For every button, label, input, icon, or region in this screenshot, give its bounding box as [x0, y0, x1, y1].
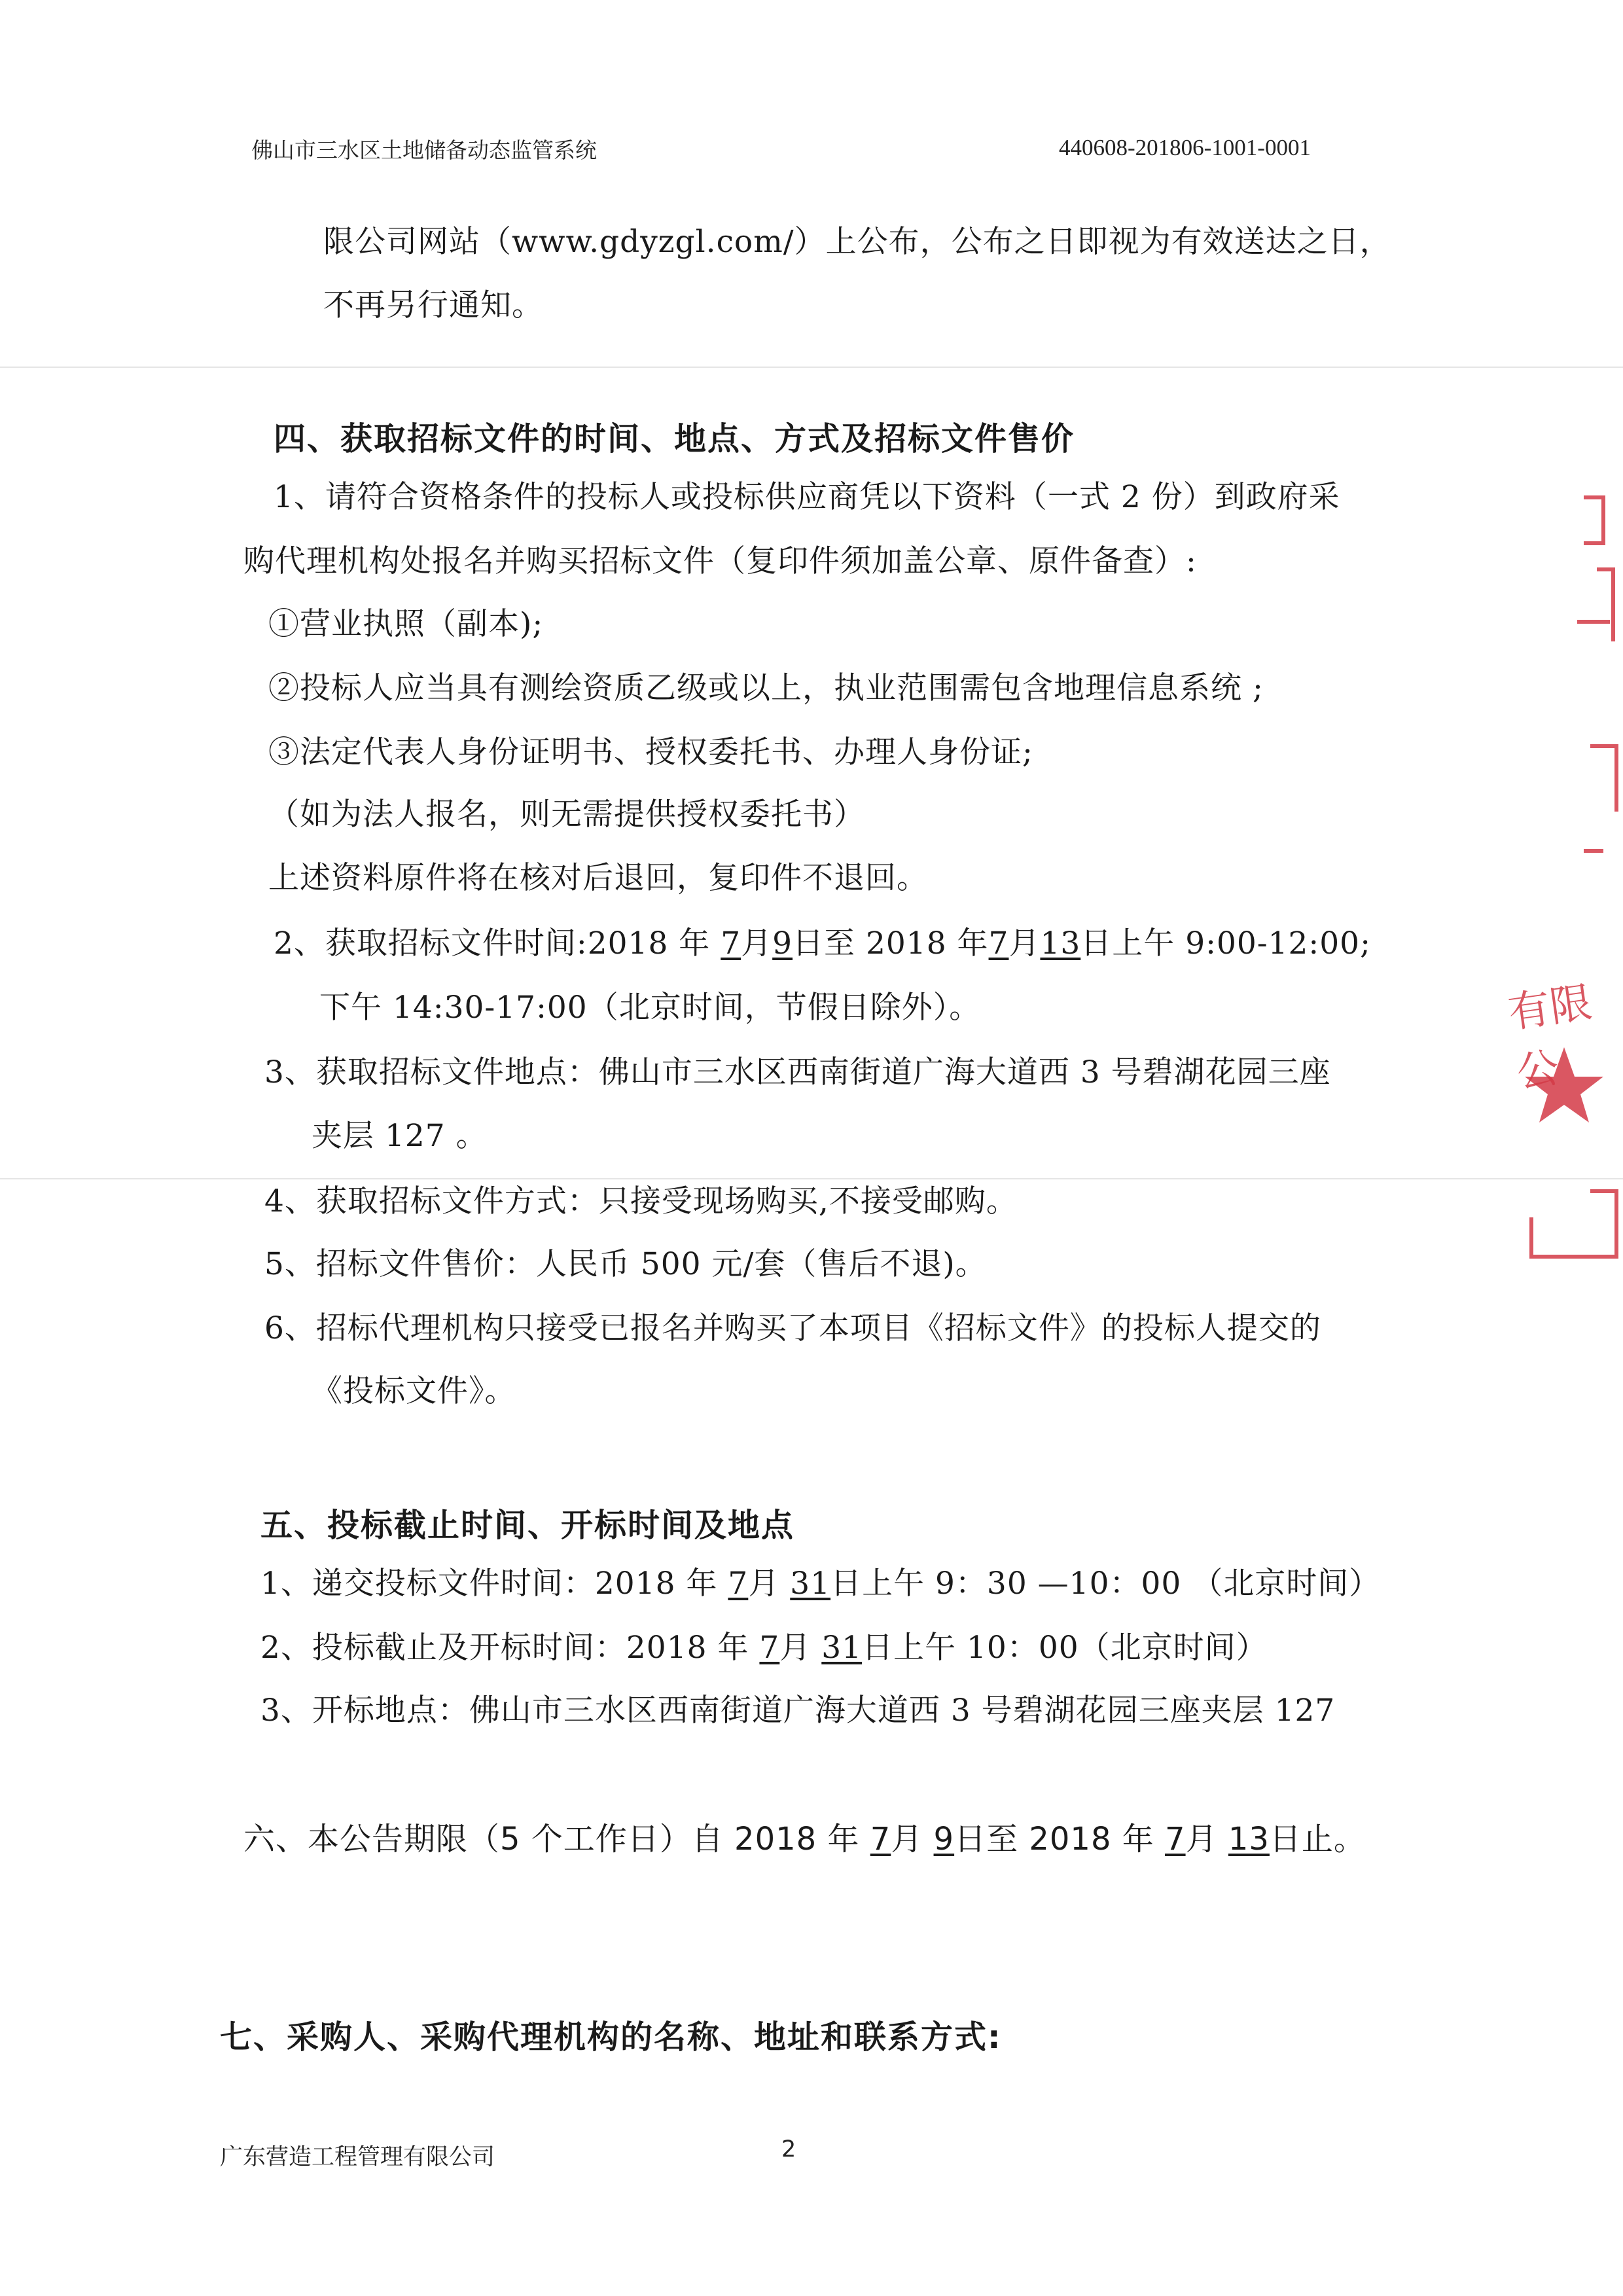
section4-item2-text-b: 月: [741, 925, 773, 961]
section5-item2-text-a: 2、投标截止及开标时间：2018 年: [260, 1630, 760, 1666]
section4-item3-line1: 3、获取招标文件地点：佛山市三水区西南街道广海大道西 3 号碧湖花园三座: [264, 1054, 1331, 1090]
section6-month1: 7: [870, 1821, 891, 1857]
section4-item2-line1: [274, 924, 1371, 963]
section4-req1: ①营业执照（副本);: [268, 606, 544, 642]
section6-day1: 9: [933, 1821, 955, 1857]
section5-item2-text-b: 月: [779, 1630, 822, 1666]
header-doc-code: 440608-201806-1001-0001: [1059, 135, 1311, 160]
section7-title: 七、采购人、采购代理机构的名称、地址和联系方式:: [220, 2018, 1002, 2056]
intro-line-2: 不再另行通知。: [323, 287, 543, 323]
section4-return-note: 上述资料原件将在核对后退回，复印件不退回。: [268, 860, 928, 896]
section4-item5: 5、招标文件售价：人民币 500 元/套（售后不退)。: [264, 1246, 987, 1282]
section4-item1-line1: 1、请符合资格条件的投标人或投标供应商凭以下资料（一式 2 份）到政府采: [274, 479, 1340, 515]
seal-text: 有限公: [1505, 978, 1596, 1098]
section4-item2-month2: 7: [988, 925, 1009, 961]
section6-period: [243, 1820, 1366, 1859]
section5-item3: 3、开标地点：佛山市三水区西南街道广海大道西 3 号碧湖花园三座夹层 127: [260, 1693, 1336, 1729]
scan-fold-line-2: [0, 1178, 1623, 1179]
section4-item2-day1: 9: [772, 925, 793, 961]
section5-item1-text-a: 1、递交投标文件时间：2018 年: [260, 1566, 728, 1602]
section4-item2-line2: 下午 14:30-17:00（北京时间，节假日除外）。: [319, 990, 981, 1026]
section6-text-b: 月: [891, 1821, 934, 1857]
section5-item1-text-b: 月: [748, 1566, 791, 1602]
section4-item2-month1: 7: [721, 925, 741, 961]
section6-text-d: 月: [1185, 1821, 1228, 1857]
footer-page-number: 2: [781, 2136, 796, 2162]
header-system-name: 佛山市三水区土地储备动态监管系统: [251, 137, 597, 163]
section6-text-a: 六、本公告期限（5 个工作日）自 2018 年: [243, 1821, 870, 1857]
footer-company: 广东营造工程管理有限公司: [220, 2144, 495, 2170]
section5-item2-day: 31: [821, 1630, 863, 1666]
section4-note: （如为法人报名，则无需提供授权委托书）: [268, 797, 865, 833]
section5-item2-text-c: 日上午 10：00（北京时间）: [862, 1630, 1268, 1666]
section4-item4: 4、获取招标文件方式：只接受现场购买,不接受邮购。: [264, 1183, 1018, 1219]
section4-item2-text-e: 日上午 9:00-12:00;: [1080, 925, 1371, 961]
section6-day2: 13: [1228, 1821, 1270, 1857]
section4-item2-text-d: 月: [1008, 925, 1041, 961]
section5-item1-day: 31: [790, 1566, 831, 1602]
section5-title: 五、投标截止时间、开标时间及地点: [260, 1507, 795, 1544]
section5-item1: [260, 1564, 1380, 1604]
intro-line-1: 限公司网站（www.gdyzgl.com/）上公布，公布之日即视为有效送达之日，: [323, 224, 1391, 260]
section4-req3: ③法定代表人身份证明书、授权委托书、办理人身份证;: [268, 734, 1033, 770]
section4-item3-line2: 夹层 127 。: [312, 1118, 488, 1154]
section5-item2: [260, 1628, 1268, 1668]
section4-title: 四、获取招标文件的时间、地点、方式及招标文件售价: [274, 420, 1075, 457]
section4-item2-text-a: 2、获取招标文件时间:2018 年: [274, 925, 721, 961]
section5-item1-month: 7: [728, 1566, 749, 1602]
seal-border-marks: [1505, 484, 1623, 1283]
section4-item6-line1: 6、招标代理机构只接受已报名并购买了本项目《招标文件》的投标人提交的: [264, 1310, 1321, 1346]
section4-item1-line2: 购代理机构处报名并购买招标文件（复印件须加盖公章、原件备查）:: [243, 543, 1197, 579]
section6-text-e: 日止。: [1269, 1821, 1366, 1857]
section4-item2-day2: 13: [1040, 925, 1081, 961]
section5-item2-month: 7: [759, 1630, 780, 1666]
section5-item1-text-c: 日上午 9：30 —10：00 （北京时间）: [830, 1566, 1381, 1602]
section4-req2: ②投标人应当具有测绘资质乙级或以上，执业范围需包含地理信息系统 ;: [268, 670, 1264, 706]
scan-fold-line: [0, 367, 1623, 368]
section6-month2: 7: [1165, 1821, 1186, 1857]
section6-text-c: 日至 2018 年: [954, 1821, 1166, 1857]
section4-item2-text-c: 日至 2018 年: [793, 925, 989, 961]
company-seal: [1505, 484, 1623, 1283]
section4-item6-line2: 《投标文件》。: [312, 1373, 516, 1409]
